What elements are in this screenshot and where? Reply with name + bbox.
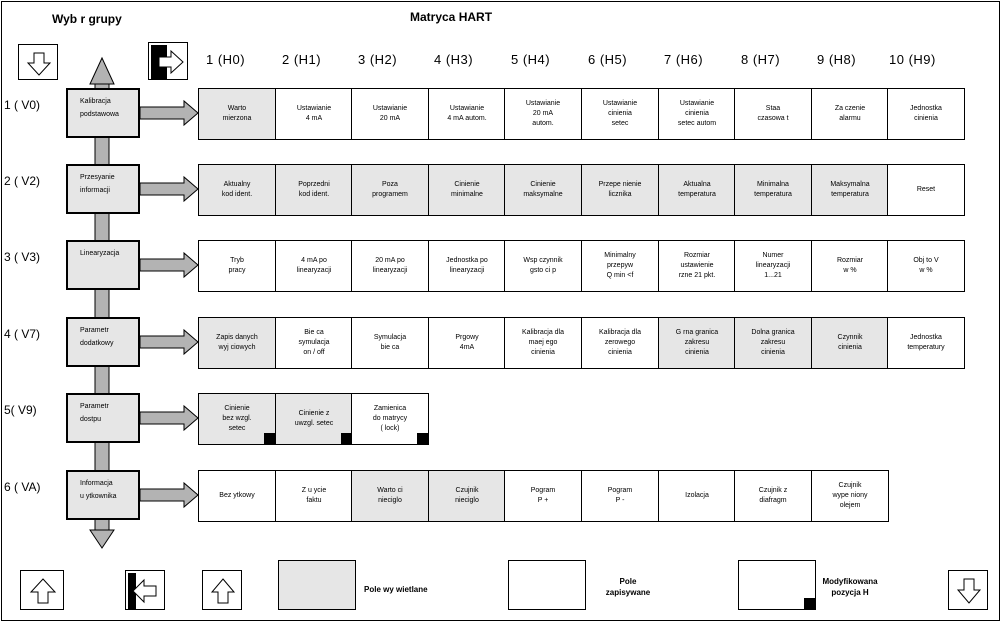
column-header: 1 (H0) xyxy=(206,52,246,67)
row-header: 4 ( V7) xyxy=(4,327,41,341)
matrix-cell-label: Minimalna temperatura xyxy=(754,181,792,198)
matrix-cell[interactable] xyxy=(581,88,659,140)
matrix-cell[interactable] xyxy=(198,393,276,445)
matrix-cell-label: Obj to V w % xyxy=(913,257,939,274)
matrix-cell[interactable] xyxy=(351,88,429,140)
matrix-cell[interactable] xyxy=(658,164,736,216)
column-header: 7 (H6) xyxy=(664,52,704,67)
group-box[interactable]: Informacja u ytkownika xyxy=(66,470,140,520)
matrix-cell-label: Cinienie minimalne xyxy=(451,181,483,198)
matrix-cell-label: Z u ycie faktu xyxy=(301,487,327,504)
arrow-up-icon xyxy=(203,571,243,611)
legend-writable-field-swatch xyxy=(508,560,586,610)
matrix-cell-label: Warto ci nieciglo xyxy=(377,487,403,504)
matrix-cell[interactable] xyxy=(887,88,965,140)
matrix-cell[interactable] xyxy=(658,240,736,292)
matrix-cell[interactable] xyxy=(275,88,353,140)
arrow-down-icon xyxy=(19,45,59,81)
matrix-cell[interactable] xyxy=(198,88,276,140)
matrix-cell-label: Cinienie maksymalne xyxy=(523,181,563,198)
column-header: 4 (H3) xyxy=(434,52,474,67)
matrix-cell[interactable] xyxy=(275,470,353,522)
matrix-cell-label: Warto mierzona xyxy=(222,105,252,122)
matrix-cell-label: Minimalny przepyw Q min <f xyxy=(604,252,636,279)
matrix-cell-label: Poza programem xyxy=(372,181,408,198)
previous-group-button[interactable] xyxy=(125,570,165,610)
group-box[interactable]: Parametr dodatkowy xyxy=(66,317,140,367)
matrix-cell[interactable] xyxy=(658,88,736,140)
matrix-cell[interactable] xyxy=(275,164,353,216)
matrix-cell-label: Wsp czynnik gsto ci p xyxy=(523,257,563,274)
row-header: 6 ( VA) xyxy=(4,480,41,494)
group-box[interactable]: Kalibracja podstawowa xyxy=(66,88,140,138)
matrix-cell-label: Rozmiar ustawienie rzne 21 pkt. xyxy=(678,252,716,279)
matrix-cell[interactable] xyxy=(811,88,889,140)
matrix-cell[interactable] xyxy=(734,164,812,216)
matrix-cell-label: G rna granica zakresu cinienia xyxy=(675,329,719,356)
matrix-cell[interactable] xyxy=(504,88,582,140)
column-header: 3 (H2) xyxy=(358,52,398,67)
matrix-cell[interactable] xyxy=(734,317,812,369)
matrix-cell-label: Za czenie alarmu xyxy=(834,105,866,122)
matrix-cell[interactable] xyxy=(811,164,889,216)
matrix-cell-label: Ustawianie 4 mA autom. xyxy=(447,105,487,122)
legend-display-field-label: Pole wy wietlane xyxy=(364,585,428,594)
modified-marker xyxy=(417,433,428,444)
arrow-down-icon xyxy=(949,571,989,611)
matrix-cell-label: Dolna granica zakresu cinienia xyxy=(751,329,795,356)
matrix-cell[interactable] xyxy=(275,240,353,292)
arrow-right-icon xyxy=(140,330,198,354)
matrix-cell[interactable] xyxy=(275,393,353,445)
matrix-cell[interactable] xyxy=(811,470,889,522)
next-group-button[interactable] xyxy=(148,42,188,80)
matrix-cell-label: Jednostka cinienia xyxy=(910,105,942,122)
matrix-cell-label: Zamienica do matrycy ( lock) xyxy=(372,405,408,432)
matrix-cell-label: Pogram P - xyxy=(607,487,633,504)
matrix-cell-label: Cinienie z uwzgl. setec xyxy=(294,410,334,427)
matrix-cell-label: 4 mA po linearyzacji xyxy=(296,257,332,274)
column-header: 8 (H7) xyxy=(741,52,781,67)
scroll-down-bottom-button[interactable] xyxy=(948,570,988,610)
arrow-right-icon xyxy=(140,483,198,507)
page-up-button[interactable] xyxy=(202,570,242,610)
matrix-cell[interactable] xyxy=(428,88,506,140)
matrix-cell-label: Staa czasowa t xyxy=(757,105,789,122)
row-header: 1 ( V0) xyxy=(4,98,41,112)
matrix-cell[interactable] xyxy=(428,240,506,292)
group-box[interactable]: Linearyzacja xyxy=(66,240,140,290)
matrix-cell[interactable] xyxy=(581,164,659,216)
row-header: 5( V9) xyxy=(4,403,37,417)
matrix-cell-label: Zapis danych wyj ciowych xyxy=(216,334,258,351)
matrix-cell[interactable] xyxy=(734,88,812,140)
arrow-right-icon xyxy=(140,253,198,277)
matrix-cell[interactable] xyxy=(887,240,965,292)
matrix-cell-label: Izolacja xyxy=(685,492,709,499)
matrix-cell-label: Czujnik z diafragm xyxy=(758,487,788,504)
matrix-cell[interactable] xyxy=(734,470,812,522)
arrow-right-icon xyxy=(140,177,198,201)
matrix-cell[interactable] xyxy=(198,470,276,522)
matrix-cell-label: Czujnik wype niony olejem xyxy=(832,482,868,509)
matrix-cell[interactable] xyxy=(504,317,582,369)
matrix-title: Matryca HART xyxy=(410,10,493,24)
matrix-cell[interactable] xyxy=(504,240,582,292)
matrix-cell[interactable] xyxy=(275,317,353,369)
legend-modified-swatch xyxy=(738,560,816,610)
column-header: 2 (H1) xyxy=(282,52,322,67)
matrix-cell[interactable] xyxy=(198,317,276,369)
matrix-cell[interactable] xyxy=(198,164,276,216)
matrix-cell[interactable] xyxy=(351,393,429,445)
matrix-cell[interactable] xyxy=(581,317,659,369)
matrix-cell-label: Maksymalna temperatura xyxy=(830,181,870,198)
matrix-cell-label: Pogram P + xyxy=(530,487,556,504)
matrix-cell-label: Kalibracja dla maej ego cinienia xyxy=(521,329,565,356)
column-header: 9 (H8) xyxy=(817,52,857,67)
matrix-cell-label: Ustawianie cinienia setec autom xyxy=(677,100,717,127)
matrix-cell-label: Poprzedni kod ident. xyxy=(298,181,330,198)
matrix-cell-label: Kalibracja dla zerowego cinienia xyxy=(598,329,642,356)
matrix-cell-label: Przepe nienie licznika xyxy=(598,181,642,198)
scroll-down-button[interactable] xyxy=(18,44,58,80)
matrix-cell-label: Rozmiar w % xyxy=(836,257,864,274)
column-header: 6 (H5) xyxy=(588,52,628,67)
matrix-cell[interactable] xyxy=(504,164,582,216)
arrow-right-icon xyxy=(149,43,189,81)
matrix-cell[interactable] xyxy=(887,317,965,369)
legend-modified-label: Modyfikowana pozycja H xyxy=(822,577,878,597)
matrix-cell[interactable] xyxy=(428,470,506,522)
group-box[interactable]: Przesyanie informacji xyxy=(66,164,140,214)
matrix-cell-label: Jednostka temperatury xyxy=(907,334,945,351)
matrix-cell-label: Ustawianie cinienia setec xyxy=(602,100,638,127)
matrix-cell[interactable] xyxy=(351,470,429,522)
arrow-up-icon xyxy=(21,571,65,611)
matrix-cell-label: Ustawianie 20 mA xyxy=(372,105,408,122)
scroll-up-button[interactable] xyxy=(20,570,64,610)
column-header: 5 (H4) xyxy=(511,52,551,67)
matrix-cell-label: Prgowy 4mA xyxy=(455,334,479,351)
matrix-cell-label: Ustawianie 20 mA autom. xyxy=(525,100,561,127)
matrix-cell-label: Symulacja bie ca xyxy=(373,334,407,351)
matrix-cell[interactable] xyxy=(351,164,429,216)
matrix-cell-label: Czynnik cinienia xyxy=(837,334,863,351)
matrix-cell-label: Aktualna temperatura xyxy=(678,181,716,198)
matrix-cell[interactable] xyxy=(351,240,429,292)
modified-marker xyxy=(804,598,815,609)
matrix-cell[interactable] xyxy=(658,470,736,522)
matrix-cell-label: Jednostka po linearyzacji xyxy=(446,257,488,274)
arrow-up-icon xyxy=(90,58,114,84)
matrix-cell-label: 20 mA po linearyzacji xyxy=(372,257,408,274)
matrix-cell-label: Bez ytkowy xyxy=(219,492,255,499)
arrow-left-icon xyxy=(126,571,166,611)
matrix-cell[interactable] xyxy=(351,317,429,369)
legend-display-field-swatch xyxy=(278,560,356,610)
matrix-cell-label: Czujnik nieciglo xyxy=(455,487,479,504)
modified-marker xyxy=(264,433,275,444)
matrix-cell[interactable] xyxy=(887,164,965,216)
group-connector xyxy=(95,84,109,530)
group-select-title: Wyb r grupy xyxy=(52,12,122,26)
matrix-cell-label: Ustawianie 4 mA xyxy=(296,105,332,122)
matrix-cell-label: Bie ca symulacja on / off xyxy=(298,329,330,356)
matrix-cell[interactable] xyxy=(811,240,889,292)
arrow-right-icon xyxy=(140,406,198,430)
legend-writable-field-label: Pole zapisywane xyxy=(605,577,651,597)
row-header: 2 ( V2) xyxy=(4,174,41,188)
matrix-cell-label: Reset xyxy=(916,186,936,193)
matrix-cell-label: Cinienie bez wzgl. setec xyxy=(222,405,252,432)
matrix-cell[interactable] xyxy=(198,240,276,292)
matrix-cell-label: Tryb pracy xyxy=(228,257,246,274)
matrix-cell[interactable] xyxy=(504,470,582,522)
matrix-cell[interactable] xyxy=(581,470,659,522)
matrix-cell[interactable] xyxy=(581,240,659,292)
matrix-cell[interactable] xyxy=(428,164,506,216)
arrow-right-icon xyxy=(140,101,198,125)
matrix-cell-label: Numer linearyzacji 1...21 xyxy=(755,252,791,279)
arrow-down-icon xyxy=(90,530,114,548)
matrix-cell[interactable] xyxy=(428,317,506,369)
column-header: 10 (H9) xyxy=(889,52,936,67)
matrix-cell-label: Aktualny kod ident. xyxy=(221,181,253,198)
matrix-cell[interactable] xyxy=(811,317,889,369)
group-box[interactable]: Parametr dostpu xyxy=(66,393,140,443)
matrix-cell[interactable] xyxy=(658,317,736,369)
row-header: 3 ( V3) xyxy=(4,250,41,264)
matrix-cell[interactable] xyxy=(734,240,812,292)
